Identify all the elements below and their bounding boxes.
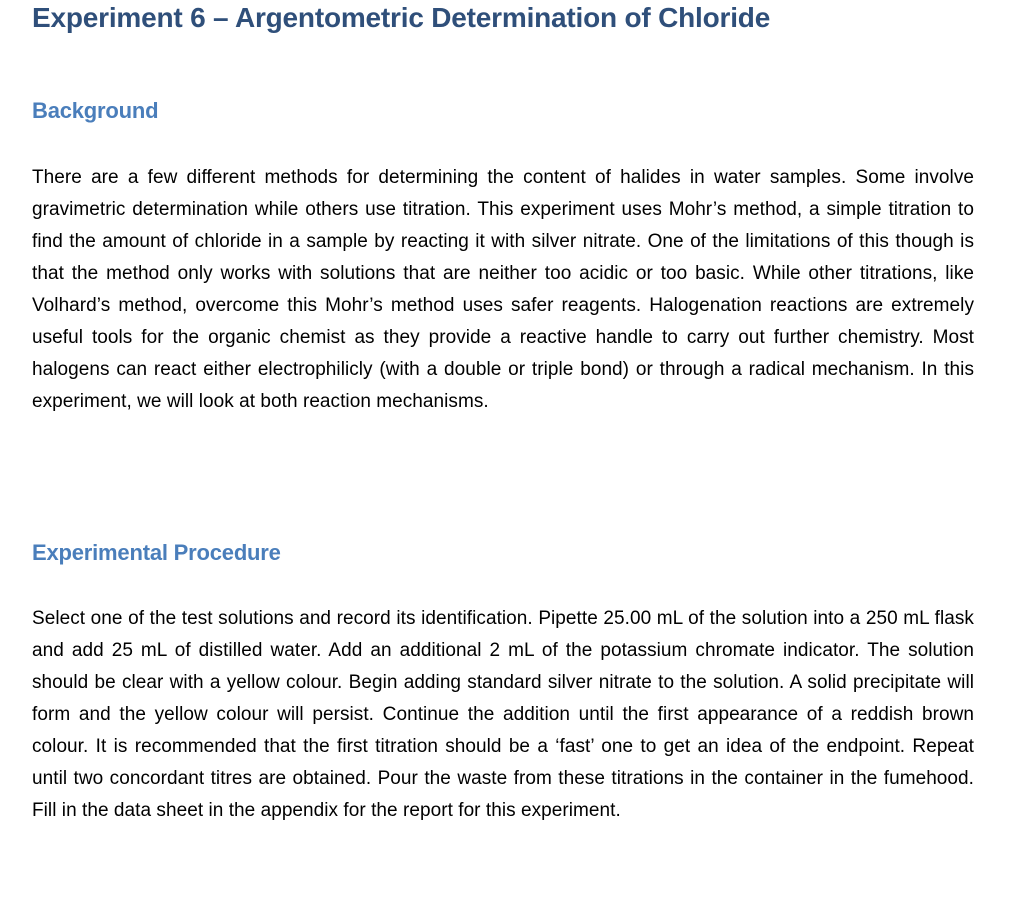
background-heading: Background xyxy=(32,98,159,123)
document-title: Experiment 6 – Argentometric Determination of Chloride xyxy=(32,2,771,33)
background-paragraph: There are a few different methods for determining the content of halides in water samples. Some involve gravimetric determination while others use titration. This experiment uses Mohr’s method, a simple titration to find the amount of chloride in a sample by reacting it with silver nitrate. One of the limitations of this though is that the method only works with solutions that are neither too acidic or too basic. While other titrations, like Volhard’s method, overcome this Mohr’s method uses safer reagents. Halogenation reactions are extremely useful tools for the organic chemist as they provide a reactive handle to carry out further chemistry. Most halogens can react either electrophilicly (with a double or triple bond) or through a radical mechanism. In this experiment, we will look at both reaction mechanisms. xyxy=(32,167,974,412)
experimental-procedure-paragraph: Select one of the test solutions and record its identification. Pipette 25.00 mL of the solution into a 250 mL flask and add 25 mL of distilled water. Add an additional 2 mL of the potassium chromate indicator. The solution should be clear with a yellow colour. Begin adding standard silver nitrate to the solution. A solid precipitate will form and the yellow colour will persist. Continue the addition until the first appearance of a reddish brown colour. It is recommended that the first titration should be a ‘fast’ one to get an idea of the endpoint. Repeat until two concordant titres are obtained. Pour the waste from these titrations in the container in the fumehood. Fill in the data sheet in the appendix for the report for this experiment. xyxy=(32,608,974,821)
experimental-procedure-heading: Experimental Procedure xyxy=(32,540,281,565)
